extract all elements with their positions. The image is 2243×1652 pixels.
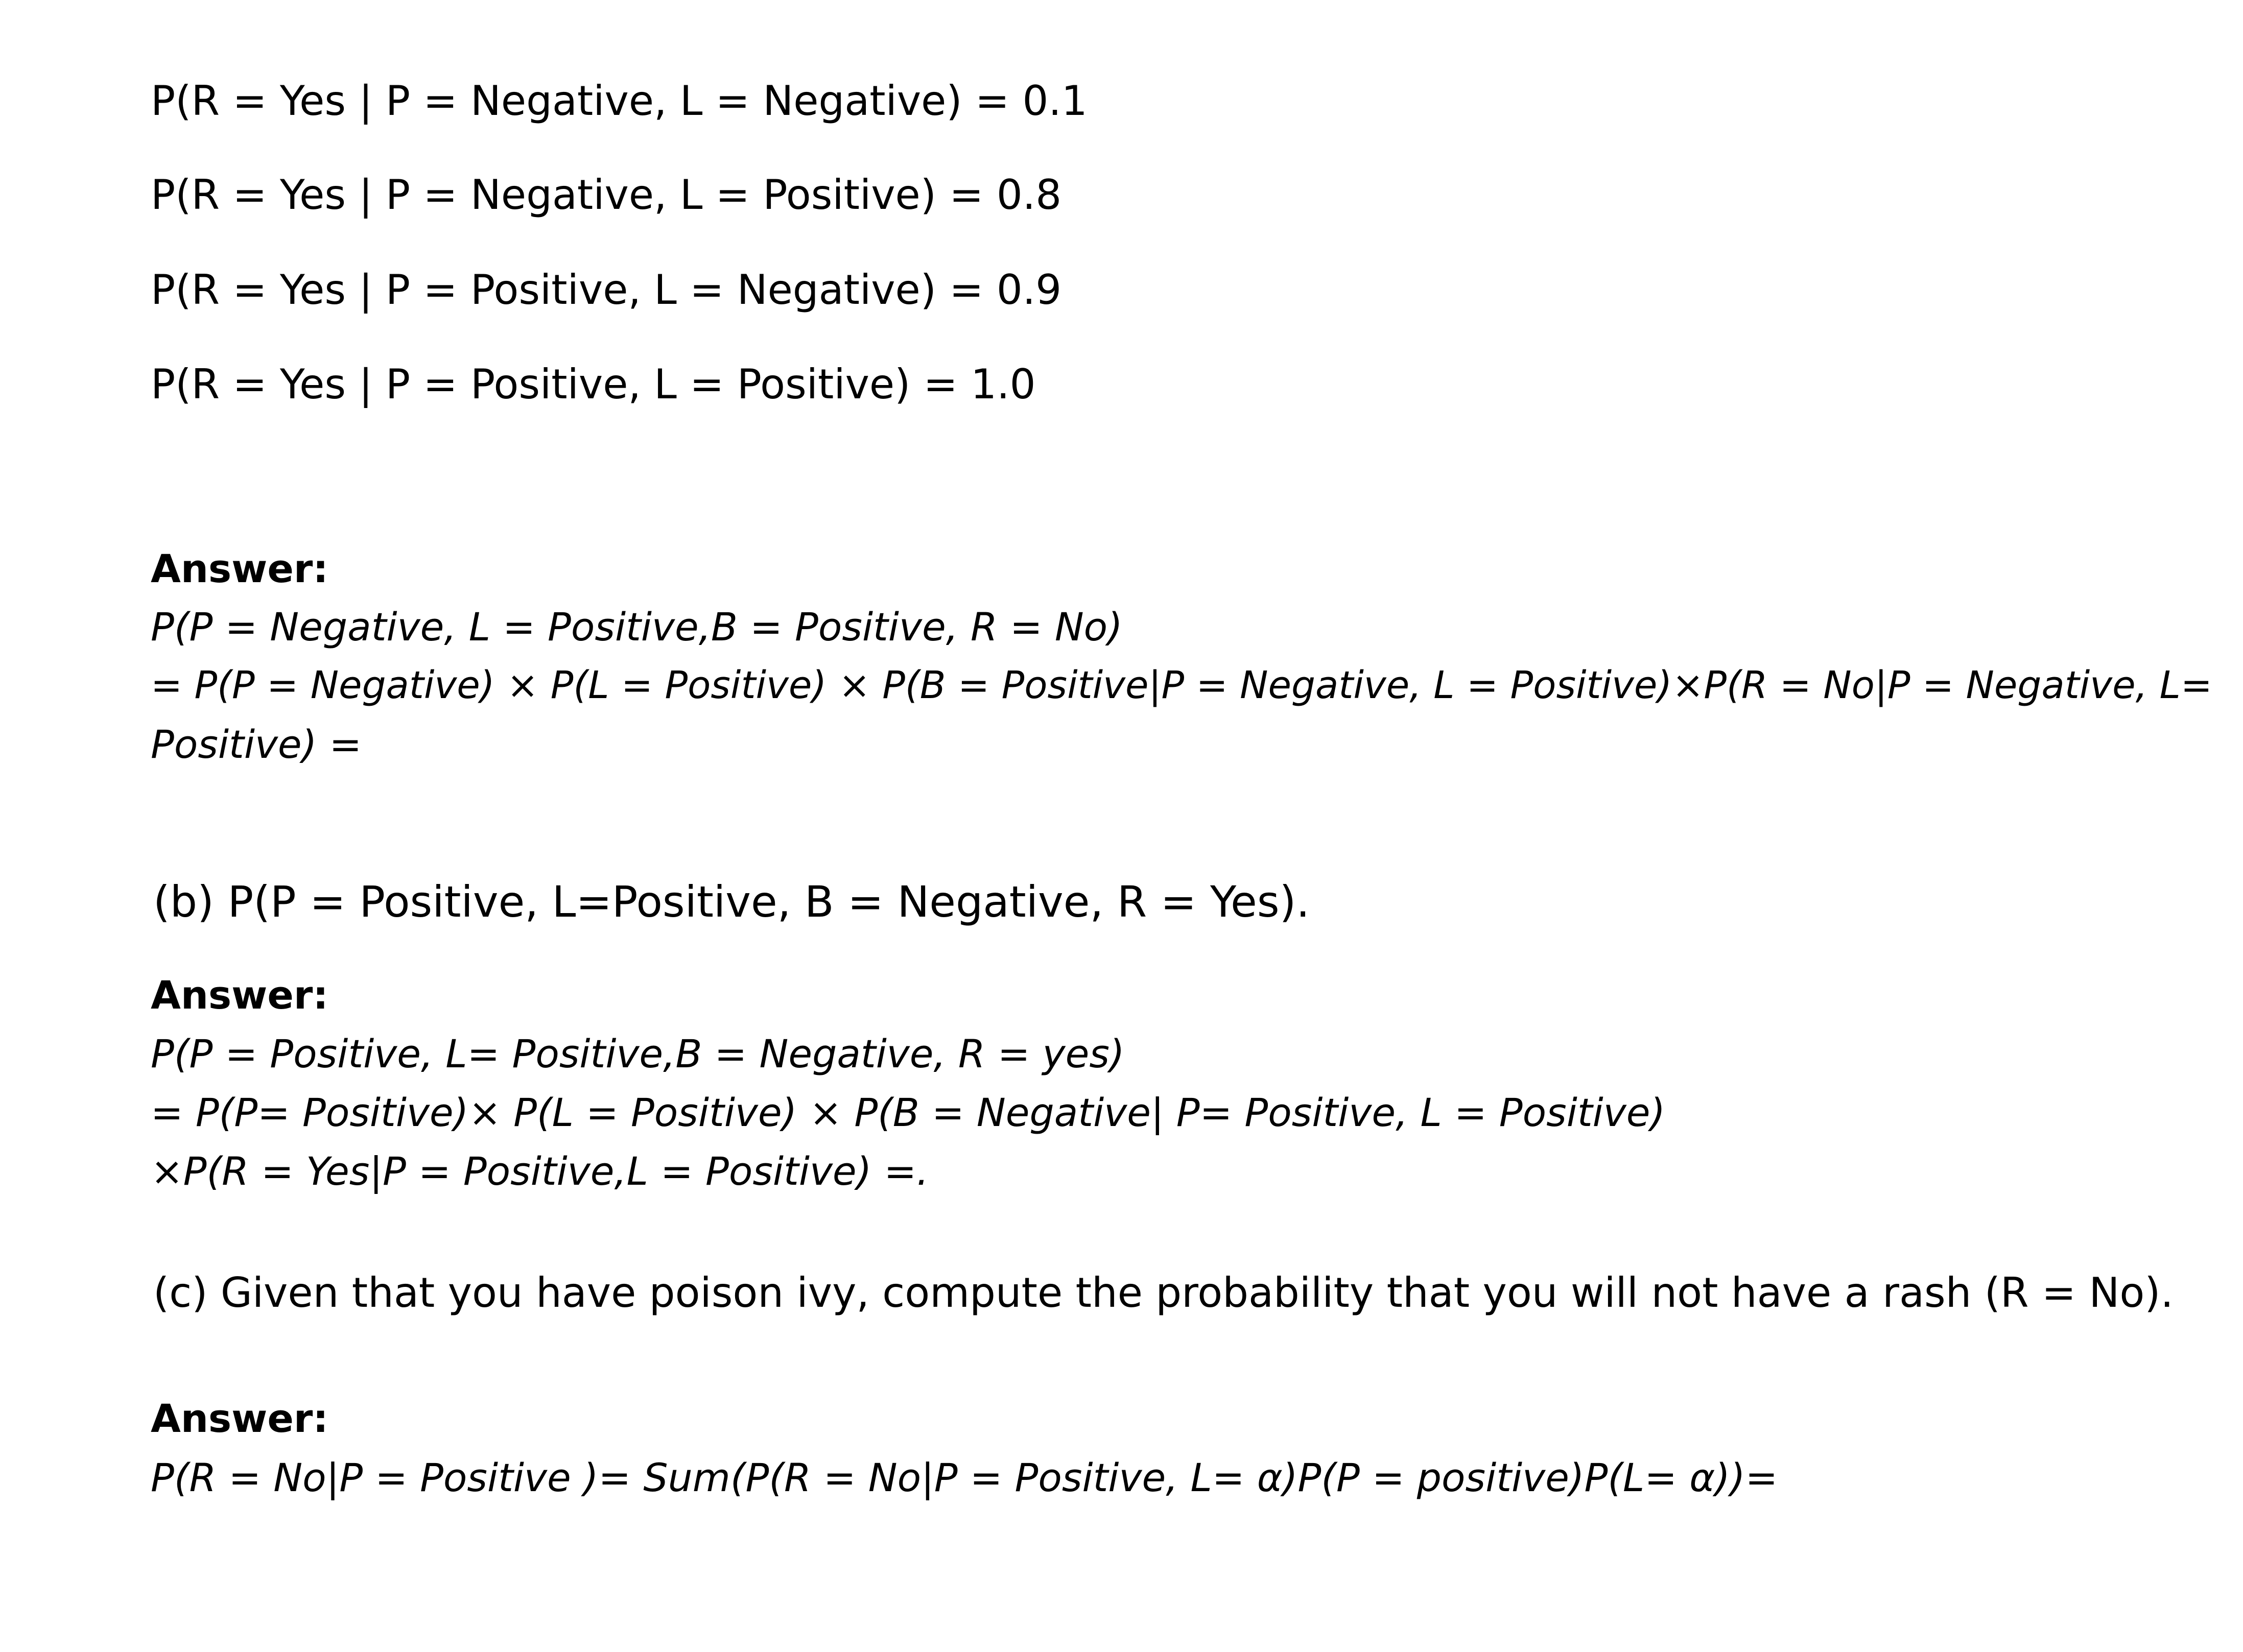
answer-a-line-3: Positive) = xyxy=(151,722,362,767)
given-probability-3: P(R = Yes | P = Positive, L = Negative) = 0.9 xyxy=(151,266,1062,314)
question-c: (c) Given that you have poison ivy, compute the probability that you will not have a rash (R = No). xyxy=(153,1269,2174,1316)
given-probability-2: P(R = Yes | P = Negative, L = Positive) = 0.8 xyxy=(151,171,1062,219)
answer-a-line-2: = P(P = Negative) × P(L = Positive) × P(B = Positive|P = Negative, L = Positive)×P(R = No|P = Negative, L= xyxy=(151,663,2212,707)
question-b: (b) P(P = Positive, L=Positive, B = Negative, R = Yes). xyxy=(153,877,1310,927)
answer-b-line-2: = P(P= Positive)× P(L = Positive) × P(B = Negative| P= Positive, L = Positive) xyxy=(151,1090,1666,1135)
given-probability-4: P(R = Yes | P = Positive, L = Positive) = 1.0 xyxy=(151,361,1036,408)
answer-label-b: Answer: xyxy=(151,972,328,1018)
answer-c-line-1: P(R = No|P = Positive )= Sum(P(R = No|P = Positive, L= α)P(P = positive)P(L= α))= xyxy=(151,1455,1778,1500)
given-probability-1: P(R = Yes | P = Negative, L = Negative) = 0.1 xyxy=(151,77,1088,125)
answer-b-line-1: P(P = Positive, L= Positive,B = Negative, R = yes) xyxy=(151,1031,1125,1076)
answer-a-line-1: P(P = Negative, L = Positive,B = Positive, R = No) xyxy=(151,604,1123,650)
answer-label-a: Answer: xyxy=(151,546,328,591)
answer-label-c: Answer: xyxy=(151,1396,328,1441)
answer-b-line-3: ×P(R = Yes|P = Positive,L = Positive) =. xyxy=(151,1148,929,1194)
